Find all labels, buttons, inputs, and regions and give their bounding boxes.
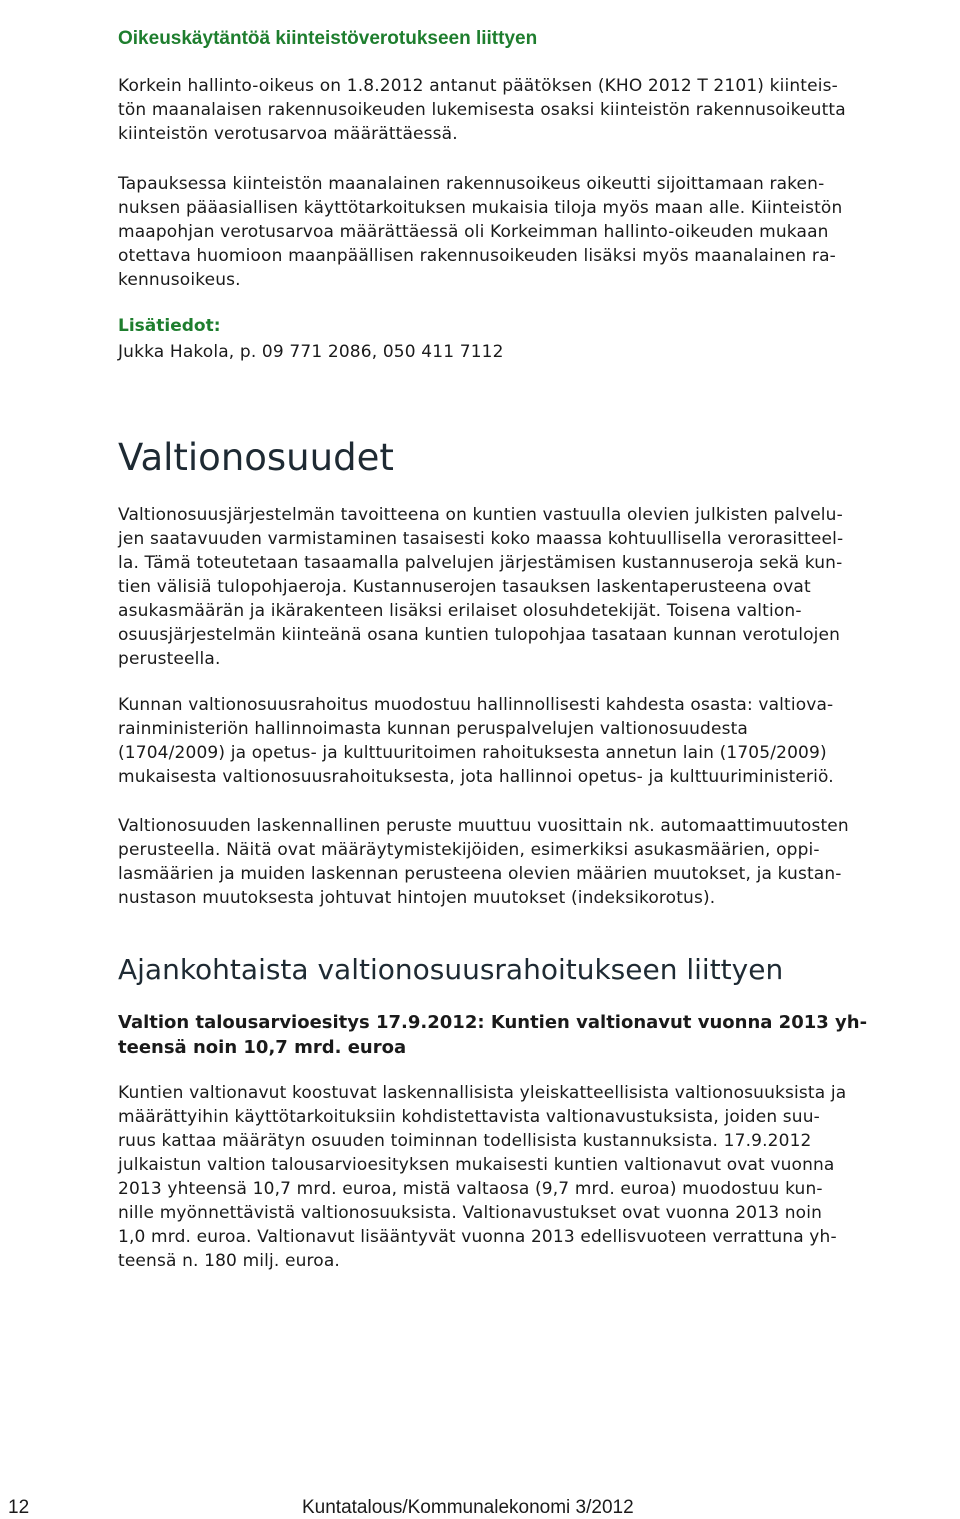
text-line: rainministeriön hallinnoimasta kunnan peruspalvelujen valtionosuudesta xyxy=(118,719,748,739)
text-line: ruus kattaa määrätyn osuuden toiminnan todellisista kustannuksista. 17.9.2012 xyxy=(118,1131,812,1151)
contact-line: Jukka Hakola, p. 09 771 2086, 050 411 7112 xyxy=(118,342,504,362)
text-line: mukaisesta valtionosuusrahoituksesta, jota hallinnoi opetus- ja kulttuuriministeriö. xyxy=(118,767,834,787)
subheading-budget-proposal xyxy=(118,1010,867,1060)
paragraph-subsidy-basis xyxy=(118,814,849,910)
text-line: määrättyihin käyttötarkoituksiin kohdistettavista valtionavustuksista, joiden suu- xyxy=(118,1107,820,1127)
text-line: jen saatavuuden varmistaminen tasaisesti koko maassa kohtuullisella verorasitteel- xyxy=(118,529,844,549)
text-line: kiinteistön verotusarvoa määrättäessä. xyxy=(118,124,458,144)
text-line: Kunnan valtionosuusrahoitus muodostuu hallinnollisesti kahdesta osasta: valtiova- xyxy=(118,695,834,715)
text-line: lasmäärien ja muiden laskennan perusteena olevien määrien muutokset, ja kustan- xyxy=(118,864,842,884)
publication-name: Kuntatalous/Kommunalekonomi 3/2012 xyxy=(302,1497,634,1518)
paragraph-subsidy-funding xyxy=(118,693,834,789)
contact-info xyxy=(118,340,504,364)
text-line: Tapauksessa kiinteistön maanalainen rakennusoikeus oikeutti sijoittamaan raken- xyxy=(118,174,825,194)
text-line: Korkein hallinto-oikeus on 1.8.2012 antanut päätöksen (KHO 2012 T 2101) kiinteis- xyxy=(118,76,838,96)
text-line: (1704/2009) ja opetus- ja kulttuuritoimen rahoituksesta annetun lain (1705/2009) xyxy=(118,743,827,763)
text-line: Valtion talousarvioesitys 17.9.2012: Kuntien valtionavut vuonna 2013 yh- xyxy=(118,1012,868,1033)
text-line: perusteella. xyxy=(118,649,221,669)
text-line: la. Tämä toteutetaan tasaamalla palvelujen järjestämisen kustannuseroja sekä kun- xyxy=(118,553,843,573)
text-line: Kuntien valtionavut koostuvat laskennallisista yleiskatteellisista valtionosuuksista ja xyxy=(118,1083,847,1103)
text-line: tön maanalaisen rakennusoikeuden lukemisesta osaksi kiinteistön rakennusoikeutta xyxy=(118,100,846,120)
section-heading-case-law: Oikeuskäytäntöä kiinteistöverotukseen liittyen xyxy=(118,28,538,49)
more-info-label: Lisätiedot: xyxy=(118,316,221,336)
paragraph-case-details xyxy=(118,172,842,292)
text-line: nille myönnettävistä valtionosuuksista. Valtionavustukset ovat vuonna 2013 noin xyxy=(118,1203,822,1223)
paragraph-budget-details xyxy=(118,1081,846,1273)
text-line: osuusjärjestelmän kiinteänä osana kuntien tulopohjaa tasataan kunnan verotulojen xyxy=(118,625,841,645)
text-line: Valtionosuusjärjestelmän tavoitteena on kuntien vastuulla olevien julkisten palvelu- xyxy=(118,505,843,525)
text-line: asukasmäärän ja ikärakenteen lisäksi erilaiset olosuhdetekijät. Toisena valtion- xyxy=(118,601,802,621)
paragraph-subsidy-system xyxy=(118,503,843,671)
text-line: perusteella. Näitä ovat määräytymistekijöiden, esimerkiksi asukasmäärien, oppi- xyxy=(118,840,820,860)
text-line: nuksen pääasiallisen käyttötarkoituksen mukaisia tiloja myös maan alle. Kiinteistön xyxy=(118,198,843,218)
text-line: Valtionosuuden laskennallinen peruste muuttuu vuosittain nk. automaattimuutosten xyxy=(118,816,849,836)
text-line: teensä n. 180 milj. euroa. xyxy=(118,1251,340,1271)
text-line: 1,0 mrd. euroa. Valtionavut lisääntyvät vuonna 2013 edellisvuoteen verrattuna yh- xyxy=(118,1227,837,1247)
text-line: tien välisiä tulopohjaeroja. Kustannuserojen tasauksen laskentaperusteena ovat xyxy=(118,577,811,597)
section-heading-current-topics: Ajankohtaista valtionosuusrahoitukseen liittyen xyxy=(118,953,784,986)
text-line: otettava huomioon maanpäällisen rakennusoikeuden lisäksi myös maanalainen ra- xyxy=(118,246,836,266)
text-line: maapohjan verotusarvoa määrättäessä oli Korkeimman hallinto-oikeuden mukaan xyxy=(118,222,829,242)
paragraph-kho-ruling xyxy=(118,74,846,146)
text-line: nustason muutoksesta johtuvat hintojen muutokset (indeksikorotus). xyxy=(118,888,716,908)
page-number: 12 xyxy=(8,1497,30,1518)
text-line: 2013 yhteensä 10,7 mrd. euroa, mistä valtaosa (9,7 mrd. euroa) muodostuu kun- xyxy=(118,1179,823,1199)
section-heading-state-subsidies: Valtionosuudet xyxy=(118,436,394,479)
text-line: julkaistun valtion talousarvioesityksen mukaisesti kuntien valtionavut ovat vuonna xyxy=(118,1155,835,1175)
text-line: kennusoikeus. xyxy=(118,270,241,290)
text-line: teensä noin 10,7 mrd. euroa xyxy=(118,1037,407,1058)
